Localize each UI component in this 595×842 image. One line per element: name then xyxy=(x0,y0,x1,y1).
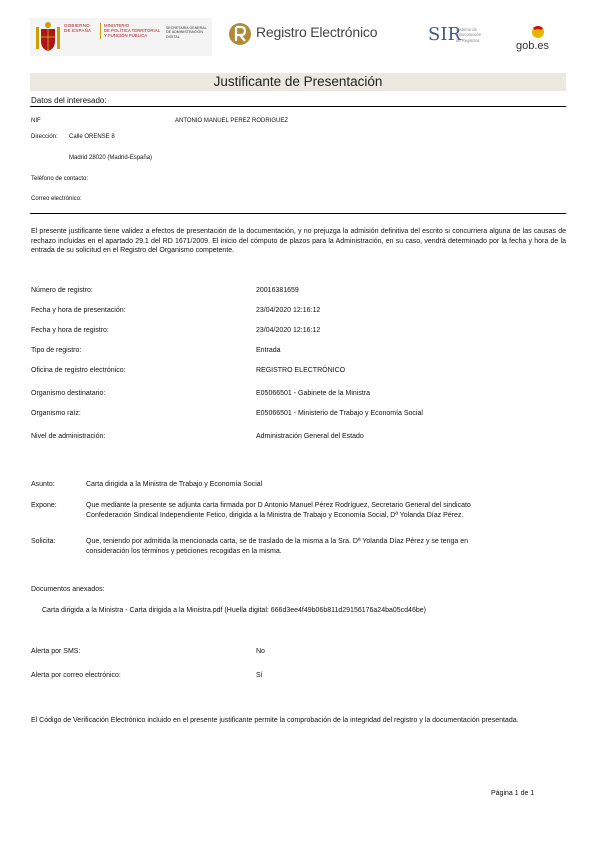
coat-of-arms-icon xyxy=(36,21,60,53)
registro-logo-text: Registro Electrónico xyxy=(256,24,378,40)
expone-line-1: Que mediante la presente se adjunta carta firmada por D Antonio Manuel Pérez Rodríguez, Secretario General del sindicato xyxy=(86,502,471,509)
cve-text: El Código de Verificación Electrónico incluido en el presente justificante permite la comprobación de la integridad del registro y la documentación presentada. xyxy=(31,717,519,724)
alerta-correo-value: Sí xyxy=(256,672,263,679)
gov-text-2: MINISTERIO DE POLÍTICA TERRITORIAL Y FUNCIÓN PÚBLICA xyxy=(100,23,160,39)
sir-text: Sistema de Interconexión de Registros xyxy=(456,27,482,43)
registro-label: Organismo raíz: xyxy=(31,410,81,417)
header-logos xyxy=(30,14,570,60)
registro-label: Tipo de registro: xyxy=(31,347,82,354)
registro-value: Entrada xyxy=(256,347,281,354)
correo-label: Correo electrónico: xyxy=(31,196,82,202)
alerta-sms-value: No xyxy=(256,648,265,655)
registro-label: Organismo destinatario: xyxy=(31,390,106,397)
gov-text-3: SECRETARÍA GENERAL DE ADMINISTRACIÓN DIGITAL xyxy=(166,26,207,39)
registro-value: REGISTRO ELECTRÓNICO xyxy=(256,367,346,374)
direccion-linea2: Madrid 28020 (Madrid-España) xyxy=(69,155,153,161)
sir-mark: SIR xyxy=(428,24,461,45)
direccion-label: Dirección: xyxy=(31,134,58,140)
registro-label: Número de registro: xyxy=(31,287,93,294)
page-number: Página 1 de 1 xyxy=(491,790,535,797)
alerta-sms-label: Alerta por SMS: xyxy=(31,648,81,655)
telefono-label: Teléfono de contacto: xyxy=(31,176,89,182)
solicita-line-1: Que, teniendo por admitida la mencionada carta, se de traslado de la misma a la Sra. Dª Yolanda Díaz Pérez y se tenga en xyxy=(86,538,468,545)
interesado-nombre: ANTONIO MANUEL PEREZ RODRIGUEZ xyxy=(175,118,289,124)
registro-value: E05066501 - Ministerio de Trabajo y Economía Social xyxy=(256,410,423,417)
documentos-label: Documentos anexados: xyxy=(31,586,105,593)
divider xyxy=(30,213,566,214)
registro-label: Oficina de registro electrónico: xyxy=(31,367,126,374)
expone-label: Expone: xyxy=(31,502,57,509)
direccion-linea1: Calle ORENSE 8 xyxy=(69,134,115,140)
gob-sun-icon xyxy=(530,24,546,40)
registro-value: E05066501 - Gabinete de la Ministra xyxy=(256,390,371,397)
divider xyxy=(30,106,566,107)
interesado-heading: Datos del interesado: xyxy=(31,96,107,105)
registro-value: 23/04/2020 12:16:12 xyxy=(256,327,321,334)
registro-label: Fecha y hora de registro: xyxy=(31,327,109,334)
asunto-label: Asunto: xyxy=(31,481,55,488)
aviso-text: El presente justificante tiene validez a efectos de presentación de la documentación, y no prejuzga la admisión definitiva del escrito si concurriera alguna de las causas de rechazo incluidas en el apartado 29.1 del RD 1671/2009. El inicio del cómputo de plazos para la Administración, en su caso, vendrá determinado por la fecha y hora de la entrada de su solicitud en el Registro del Organismo competente. xyxy=(31,228,566,254)
registro-value: 23/04/2020 12:16:12 xyxy=(256,307,321,314)
expone-line-2: Confederación Sindical Independiente Fetico, dirigida a la Ministra de Trabajo y Economía Social, Dª Yolanda Díaz Pérez. xyxy=(86,512,464,519)
registro-label: Nivel de administración: xyxy=(31,433,106,440)
registro-value: Administración General del Estado xyxy=(256,433,364,440)
documento-item[interactable]: Carta dirigida a la Ministra - Carta dirigida a la Ministra.pdf (Huella digital: 666d3ee4f49b06b811d29156176a24ba05cd46be) xyxy=(42,607,426,614)
nif-label: NIF xyxy=(31,118,41,124)
gob-es-text: gob.es xyxy=(516,40,550,52)
gov-text-1: GOBIERNO DE ESPAÑA xyxy=(64,23,92,34)
solicita-label: Solicita: xyxy=(31,538,56,545)
registro-mark-icon xyxy=(228,22,252,46)
gobierno-logo xyxy=(30,18,212,56)
registro-value: 20016381659 xyxy=(256,287,299,294)
registro-label: Fecha y hora de presentación: xyxy=(31,307,126,314)
solicita-line-2: consideración los términos y peticiones recogidas en la misma. xyxy=(86,548,282,555)
page-title: Justificante de Presentación xyxy=(30,73,566,91)
alerta-correo-label: Alerta por correo electrónico: xyxy=(31,672,121,679)
asunto-value: Carta dirigida a la Ministra de Trabajo y Economía Social xyxy=(86,481,263,488)
